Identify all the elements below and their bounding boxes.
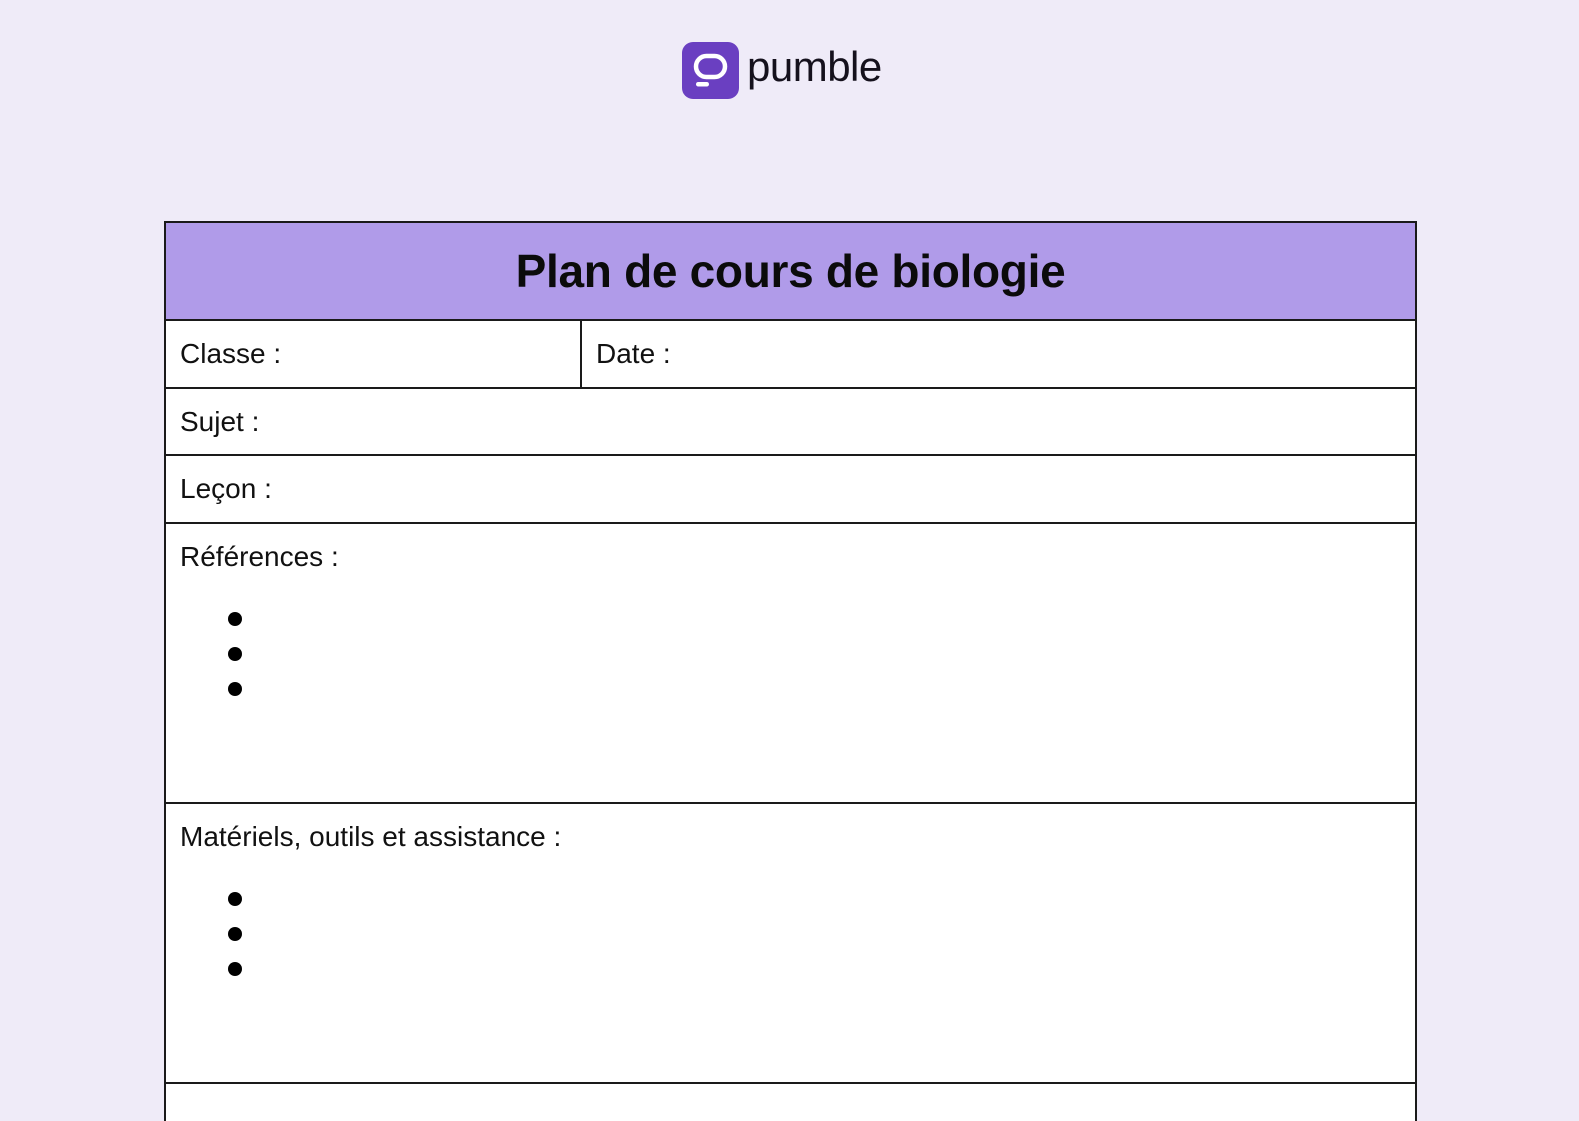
classe-date-row [166,321,1415,389]
bullet-point [228,927,242,941]
bullet-point [228,647,242,661]
bullet-point [228,612,242,626]
materiels-label: Matériels, outils et assistance : [180,820,562,852]
bullet-point [228,962,242,976]
pumble-logo-icon [682,42,739,99]
sujet-label: Sujet : [180,405,260,437]
classe-label: Classe : [180,338,282,369]
title-row [166,223,1415,321]
bullet-point [228,682,242,696]
date-label: Date : [596,338,671,369]
materiels-bullet-list [228,892,242,997]
brand-logo [682,41,882,99]
brand-name: pumble [747,43,882,90]
date-field[interactable] [582,321,1415,387]
bullet-point [228,892,242,906]
references-label: Références : [180,540,339,572]
document-title: Plan de cours de biologie [515,245,1066,297]
materiels-section[interactable] [166,804,1415,1084]
sujet-field[interactable] [166,389,1415,457]
references-section[interactable] [166,524,1415,804]
classe-field[interactable] [166,321,582,387]
lecon-label: Leçon : [180,473,272,504]
references-bullet-list [228,612,242,717]
lecon-field[interactable] [166,456,1415,524]
lesson-plan-table [164,221,1417,1121]
